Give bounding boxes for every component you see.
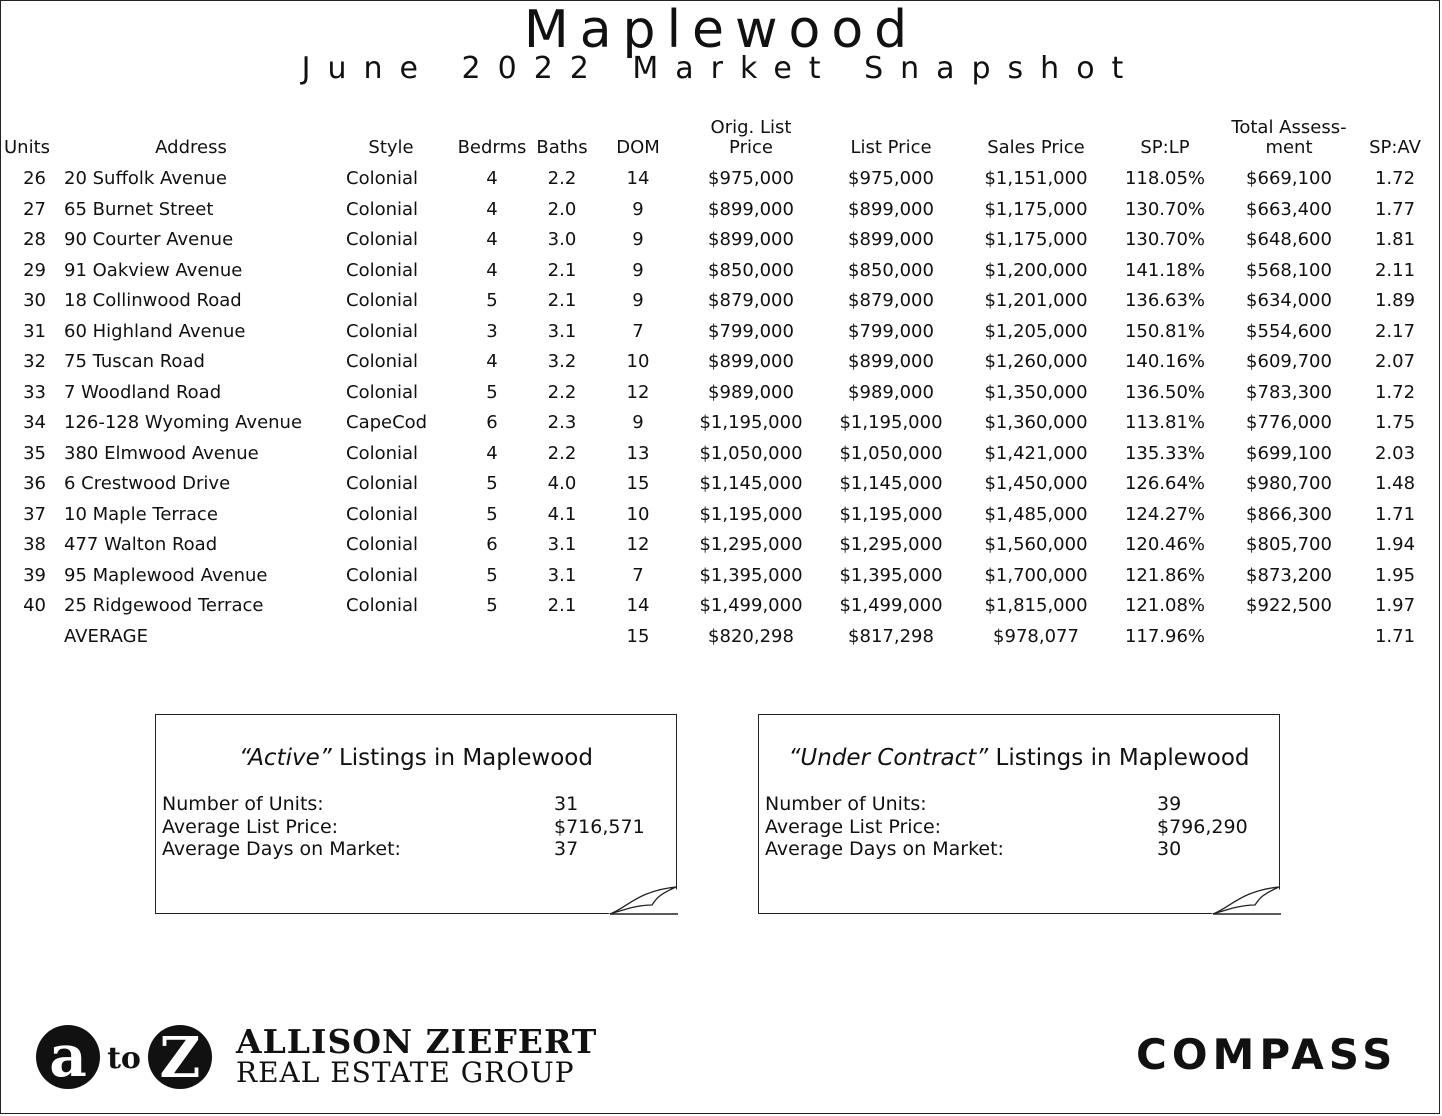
cell-dom: 10: [626, 351, 650, 373]
cell-style: Colonial: [346, 229, 419, 251]
table-row: [4, 317, 1436, 348]
cell-address: 65 Burnet Street: [64, 198, 214, 220]
cell-dom: 9: [632, 412, 644, 434]
cell-style: Colonial: [346, 381, 419, 403]
cell-orig-list-price: $1,145,000: [699, 473, 803, 495]
cell-units: 39: [23, 564, 46, 586]
cell-sales-price: $1,450,000: [984, 473, 1088, 495]
cell-sales-price: $1,260,000: [984, 351, 1088, 373]
cell-sp-lp: 136.50%: [1124, 381, 1206, 403]
cell-baths: 3.1: [547, 534, 577, 556]
cell-total-assessment: $783,300: [1246, 381, 1332, 403]
cell-sp-av: 1.81: [1374, 229, 1416, 251]
cell-bedrms: 4: [486, 259, 498, 281]
cell-address: 477 Walton Road: [64, 534, 218, 556]
cell-sp-av: 1.97: [1374, 595, 1416, 617]
table-row: [4, 561, 1436, 592]
cell-dom: 9: [632, 259, 644, 281]
cell-units: 27: [23, 198, 46, 220]
avg-dom: 15: [626, 625, 650, 647]
cell-units: 38: [23, 534, 46, 556]
cell-style: Colonial: [346, 595, 419, 617]
cell-orig-list-price: $899,000: [708, 351, 794, 373]
atoz-logo: [36, 1022, 214, 1092]
avg-bedrms: [450, 622, 534, 653]
cell-sales-price: $1,175,000: [984, 198, 1088, 220]
cell-list-price: $975,000: [848, 168, 934, 190]
cell-sp-av: 1.94: [1374, 534, 1416, 556]
cell-list-price: $1,295,000: [839, 534, 943, 556]
cell-baths: 2.1: [547, 259, 577, 281]
cell-sales-price: $1,201,000: [984, 290, 1088, 312]
cell-total-assessment: $568,100: [1246, 259, 1332, 281]
cell-address: 95 Maplewood Avenue: [64, 564, 268, 586]
cell-sp-lp: 140.16%: [1124, 351, 1206, 373]
cell-style: Colonial: [346, 259, 419, 281]
logo-z-letter: Z: [159, 1025, 201, 1091]
cell-sp-av: 2.07: [1374, 351, 1416, 373]
contract-avg-list-label: Average List Price:: [765, 816, 942, 838]
cell-dom: 9: [632, 229, 644, 251]
table-row: [4, 530, 1436, 561]
cell-style: Colonial: [346, 503, 419, 525]
avg-sp-av: 1.71: [1374, 625, 1416, 647]
active-units-label: Number of Units:: [162, 793, 324, 815]
cell-list-price: $1,050,000: [839, 442, 943, 464]
cell-sp-lp: 141.18%: [1124, 259, 1206, 281]
cell-address: 25 Ridgewood Terrace: [64, 595, 264, 617]
header-list-price: List Price: [850, 137, 932, 158]
page-subtitle: June 2022 Market Snapshot: [301, 51, 1141, 86]
active-listings-card: [155, 714, 677, 914]
cell-sp-lp: 121.08%: [1124, 595, 1206, 617]
cell-sp-lp: 121.86%: [1124, 564, 1206, 586]
active-avg-dom-value: 37: [554, 838, 579, 860]
active-avg-list-label: Average List Price:: [162, 816, 339, 838]
cell-baths: 3.1: [547, 564, 577, 586]
average-row: [4, 622, 1436, 653]
cell-baths: 3.1: [547, 320, 577, 342]
cell-total-assessment: $980,700: [1246, 473, 1332, 495]
cell-sp-lp: 118.05%: [1124, 168, 1206, 190]
cell-units: 30: [23, 290, 46, 312]
cell-sales-price: $1,485,000: [984, 503, 1088, 525]
cell-dom: 7: [632, 564, 644, 586]
cell-list-price: $899,000: [848, 351, 934, 373]
table-row: [4, 439, 1436, 470]
active-units-value: 31: [554, 793, 579, 815]
header-sales-price: Sales Price: [987, 137, 1085, 158]
table-body: [4, 164, 1436, 652]
cell-sp-av: 1.48: [1374, 473, 1416, 495]
cell-units: 32: [23, 351, 46, 373]
cell-dom: 12: [626, 534, 650, 556]
cell-orig-list-price: $1,195,000: [699, 412, 803, 434]
header-sp-lp: SP:LP: [1140, 137, 1190, 158]
cell-units: 40: [23, 595, 46, 617]
cell-style: Colonial: [346, 534, 419, 556]
header-bedrms: Bedrms: [457, 137, 527, 158]
contract-card-title-rest: Listings in Maplewood: [988, 745, 1250, 771]
cell-list-price: $1,499,000: [839, 595, 943, 617]
cell-total-assessment: $776,000: [1246, 412, 1332, 434]
cell-dom: 14: [626, 595, 650, 617]
cell-sp-av: 2.11: [1374, 259, 1416, 281]
avg-list-price: $817,298: [848, 625, 934, 647]
cell-address: 380 Elmwood Avenue: [64, 442, 259, 464]
table-row: [4, 195, 1436, 226]
cell-dom: 15: [626, 473, 650, 495]
brand-subtitle: REAL ESTATE GROUP: [236, 1056, 575, 1089]
cell-baths: 4.0: [547, 473, 577, 495]
contract-card-title-italic: “Under Contract”: [788, 745, 989, 771]
active-card-title-rest: Listings in Maplewood: [331, 745, 593, 771]
cell-sp-lp: 130.70%: [1124, 229, 1206, 251]
active-card-title: [156, 745, 676, 771]
header-units: Units: [4, 137, 51, 158]
cell-orig-list-price: $799,000: [708, 320, 794, 342]
cell-sales-price: $1,175,000: [984, 229, 1088, 251]
cell-units: 28: [23, 229, 46, 251]
header-total-assessment-line1: Total Assess-: [1231, 117, 1347, 138]
cell-list-price: $1,195,000: [839, 412, 943, 434]
cell-baths: 4.1: [547, 503, 577, 525]
cell-dom: 13: [626, 442, 650, 464]
cell-sales-price: $1,151,000: [984, 168, 1088, 190]
cell-sp-av: 1.75: [1374, 412, 1416, 434]
cell-orig-list-price: $1,395,000: [699, 564, 803, 586]
cell-units: 29: [23, 259, 46, 281]
cell-baths: 2.2: [547, 381, 577, 403]
cell-bedrms: 5: [486, 473, 498, 495]
cell-dom: 10: [626, 503, 650, 525]
contract-units-value: 39: [1157, 793, 1182, 815]
under-contract-listings-card: [758, 714, 1280, 914]
cell-units: 35: [23, 442, 46, 464]
cell-list-price: $799,000: [848, 320, 934, 342]
avg-total-assessment: [1224, 622, 1354, 653]
cell-units: 26: [23, 168, 46, 190]
cell-bedrms: 5: [486, 381, 498, 403]
cell-bedrms: 6: [486, 534, 498, 556]
cell-total-assessment: $554,600: [1246, 320, 1332, 342]
cell-total-assessment: $648,600: [1246, 229, 1332, 251]
cell-sp-lp: 150.81%: [1124, 320, 1206, 342]
cell-baths: 2.2: [547, 442, 577, 464]
cell-sp-av: 1.72: [1374, 168, 1416, 190]
cell-baths: 2.3: [547, 412, 577, 434]
avg-units: [4, 622, 50, 653]
cell-style: Colonial: [346, 168, 419, 190]
cell-sales-price: $1,421,000: [984, 442, 1088, 464]
cell-address: 91 Oakview Avenue: [64, 259, 243, 281]
cell-sp-av: 2.17: [1374, 320, 1416, 342]
avg-label: AVERAGE: [64, 625, 148, 647]
table-row: [4, 591, 1436, 622]
cell-sales-price: $1,815,000: [984, 595, 1088, 617]
cell-orig-list-price: $879,000: [708, 290, 794, 312]
cell-sales-price: $1,560,000: [984, 534, 1088, 556]
table-row: [4, 500, 1436, 531]
contract-avg-dom-value: 30: [1157, 838, 1182, 860]
brand-name: ALLISON ZIEFERT: [236, 1022, 598, 1061]
cell-bedrms: 5: [486, 503, 498, 525]
cell-sp-av: 1.89: [1374, 290, 1416, 312]
cell-sales-price: $1,205,000: [984, 320, 1088, 342]
cell-list-price: $879,000: [848, 290, 934, 312]
cell-total-assessment: $805,700: [1246, 534, 1332, 556]
cell-orig-list-price: $1,050,000: [699, 442, 803, 464]
avg-sales-price: $978,077: [993, 625, 1079, 647]
cell-list-price: $899,000: [848, 198, 934, 220]
cell-sp-av: 1.77: [1374, 198, 1416, 220]
contract-card-title: [759, 745, 1279, 771]
table-row: [4, 164, 1436, 195]
page-title: Maplewood: [523, 0, 919, 60]
contract-avg-dom-label: Average Days on Market:: [765, 838, 1004, 860]
cell-baths: 3.2: [547, 351, 577, 373]
cell-style: Colonial: [346, 564, 419, 586]
cell-sp-lp: 135.33%: [1124, 442, 1206, 464]
cell-sp-lp: 120.46%: [1124, 534, 1206, 556]
table-header-row: [4, 118, 1436, 164]
sales-table: [4, 118, 1436, 652]
cell-address: 90 Courter Avenue: [64, 229, 234, 251]
cell-bedrms: 4: [486, 442, 498, 464]
cell-address: 7 Woodland Road: [64, 381, 222, 403]
header-baths: Baths: [536, 137, 588, 158]
cell-address: 126-128 Wyoming Avenue: [64, 412, 303, 434]
logo-to-text: to: [107, 1041, 141, 1076]
cell-total-assessment: $634,000: [1246, 290, 1332, 312]
cell-sp-av: 1.72: [1374, 381, 1416, 403]
cell-dom: 14: [626, 168, 650, 190]
cell-sp-av: 2.03: [1374, 442, 1416, 464]
cell-style: Colonial: [346, 290, 419, 312]
cell-bedrms: 5: [486, 595, 498, 617]
cell-orig-list-price: $899,000: [708, 198, 794, 220]
cell-baths: 2.2: [547, 168, 577, 190]
active-avg-list-value: $716,571: [554, 816, 645, 838]
cell-sp-lp: 113.81%: [1124, 412, 1206, 434]
cell-orig-list-price: $1,195,000: [699, 503, 803, 525]
header-address: Address: [155, 137, 227, 158]
cell-baths: 2.1: [547, 290, 577, 312]
cell-sp-lp: 126.64%: [1124, 473, 1206, 495]
cell-units: 33: [23, 381, 46, 403]
cell-list-price: $989,000: [848, 381, 934, 403]
cell-sp-av: 1.71: [1374, 503, 1416, 525]
table-row: [4, 347, 1436, 378]
cell-orig-list-price: $989,000: [708, 381, 794, 403]
page-curl-icon: [1211, 885, 1281, 915]
cell-sp-lp: 130.70%: [1124, 198, 1206, 220]
cell-bedrms: 5: [486, 290, 498, 312]
cell-total-assessment: $669,100: [1246, 168, 1332, 190]
cell-baths: 2.1: [547, 595, 577, 617]
cell-sp-lp: 124.27%: [1124, 503, 1206, 525]
avg-orig-list-price: $820,298: [708, 625, 794, 647]
header-orig-list-price: Orig. List Price: [710, 117, 792, 158]
cell-style: Colonial: [346, 320, 419, 342]
cell-style: CapeCod: [346, 412, 428, 434]
header-total-assessment-line2: ment: [1265, 137, 1313, 158]
cell-bedrms: 4: [486, 229, 498, 251]
header-style: Style: [368, 137, 414, 158]
avg-style: [332, 622, 450, 653]
cell-total-assessment: $922,500: [1246, 595, 1332, 617]
table-row: [4, 256, 1436, 287]
cell-orig-list-price: $1,295,000: [699, 534, 803, 556]
cell-orig-list-price: $975,000: [708, 168, 794, 190]
active-card-title-italic: “Active”: [239, 745, 332, 771]
cell-style: Colonial: [346, 198, 419, 220]
cell-list-price: $1,145,000: [839, 473, 943, 495]
cell-address: 10 Maple Terrace: [64, 503, 218, 525]
cell-address: 60 Highland Avenue: [64, 320, 246, 342]
cell-dom: 12: [626, 381, 650, 403]
cell-address: 6 Crestwood Drive: [64, 473, 231, 495]
cell-style: Colonial: [346, 473, 419, 495]
cell-bedrms: 4: [486, 168, 498, 190]
table-row: [4, 225, 1436, 256]
cell-orig-list-price: $850,000: [708, 259, 794, 281]
cell-address: 18 Collinwood Road: [64, 290, 242, 312]
cell-orig-list-price: $899,000: [708, 229, 794, 251]
header-dom: DOM: [616, 137, 660, 158]
cell-sales-price: $1,350,000: [984, 381, 1088, 403]
cell-sales-price: $1,200,000: [984, 259, 1088, 281]
cell-dom: 9: [632, 290, 644, 312]
cell-dom: 7: [632, 320, 644, 342]
avg-baths: [534, 622, 590, 653]
active-avg-dom-label: Average Days on Market:: [162, 838, 401, 860]
page-curl-icon: [608, 885, 678, 915]
cell-sp-av: 1.95: [1374, 564, 1416, 586]
table-row: [4, 469, 1436, 500]
cell-sales-price: $1,360,000: [984, 412, 1088, 434]
cell-dom: 9: [632, 198, 644, 220]
cell-address: 75 Tuscan Road: [64, 351, 205, 373]
cell-style: Colonial: [346, 442, 419, 464]
cell-style: Colonial: [346, 351, 419, 373]
cell-list-price: $1,395,000: [839, 564, 943, 586]
table-row: [4, 378, 1436, 409]
cell-total-assessment: $866,300: [1246, 503, 1332, 525]
cell-total-assessment: $873,200: [1246, 564, 1332, 586]
cell-list-price: $1,195,000: [839, 503, 943, 525]
cell-bedrms: 4: [486, 351, 498, 373]
cell-sp-lp: 136.63%: [1124, 290, 1206, 312]
table-row: [4, 408, 1436, 439]
cell-list-price: $850,000: [848, 259, 934, 281]
avg-sp-lp: 117.96%: [1124, 625, 1206, 647]
cell-bedrms: 6: [486, 412, 498, 434]
cell-bedrms: 3: [486, 320, 498, 342]
cell-total-assessment: $609,700: [1246, 351, 1332, 373]
logo-a-letter: a: [49, 1022, 87, 1090]
cell-units: 31: [23, 320, 46, 342]
cell-orig-list-price: $1,499,000: [699, 595, 803, 617]
cell-bedrms: 5: [486, 564, 498, 586]
cell-units: 34: [23, 412, 46, 434]
cell-list-price: $899,000: [848, 229, 934, 251]
cell-sales-price: $1,700,000: [984, 564, 1088, 586]
cell-baths: 2.0: [547, 198, 577, 220]
cell-baths: 3.0: [547, 229, 577, 251]
header-sp-av: SP:AV: [1369, 137, 1421, 158]
table-row: [4, 286, 1436, 317]
contract-units-label: Number of Units:: [765, 793, 927, 815]
cell-units: 37: [23, 503, 46, 525]
cell-bedrms: 4: [486, 198, 498, 220]
compass-logo: COMPASS: [1136, 1030, 1398, 1079]
cell-address: 20 Suffolk Avenue: [64, 168, 227, 190]
cell-total-assessment: $663,400: [1246, 198, 1332, 220]
contract-avg-list-value: $796,290: [1157, 816, 1248, 838]
header-total-assessment: [1224, 118, 1354, 164]
cell-units: 36: [23, 473, 46, 495]
cell-total-assessment: $699,100: [1246, 442, 1332, 464]
